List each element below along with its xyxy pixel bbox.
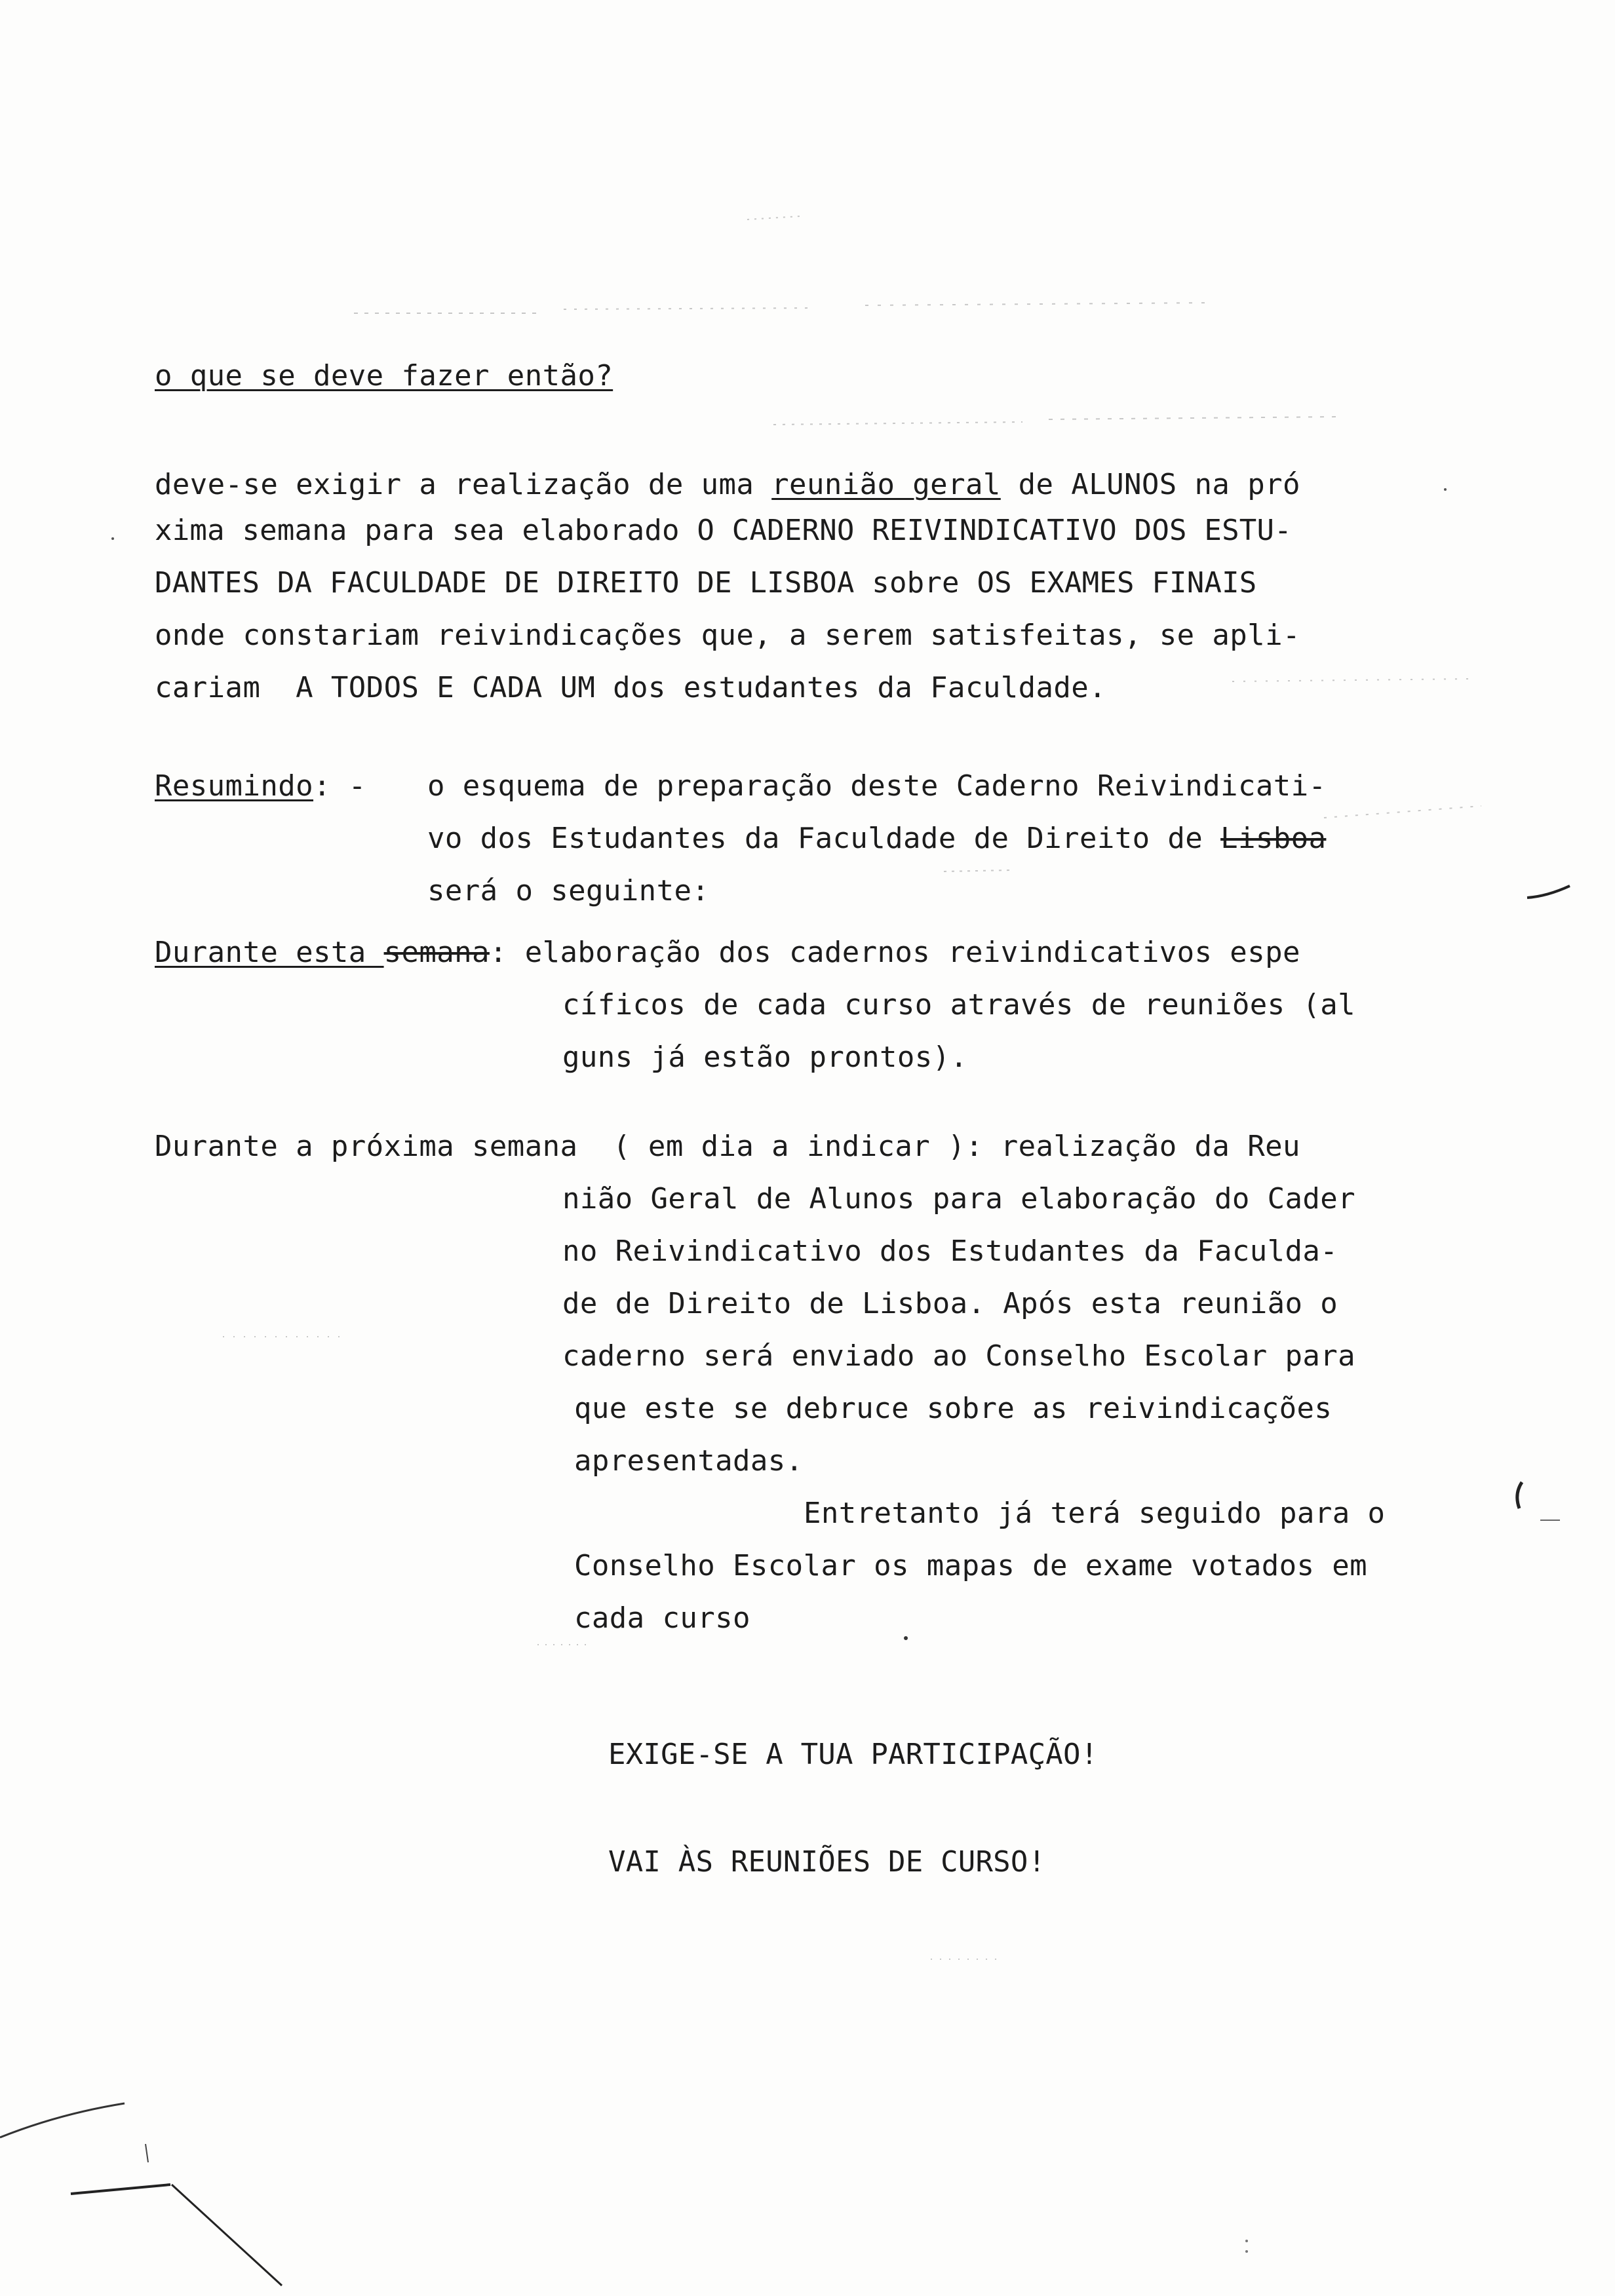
esta-semana-line-3: guns já estão prontos).: [562, 1041, 968, 1074]
esta-semana-line-2: cíficos de cada curso através de reuniões (al: [562, 988, 1356, 1022]
paragraph-1-line-2: xima semana para sea elaborado O CADERNO REIVINDICATIVO DOS ESTU-: [155, 514, 1292, 547]
proxima-semana-line-4: de de Direito de Lisboa. Após esta reunião o: [562, 1287, 1338, 1320]
resumindo-line-1: o esquema de preparação deste Caderno Reivindicati-: [427, 769, 1327, 803]
paragraph-1-line-5: cariam A TODOS E CADA UM dos estudantes da Faculdade.: [155, 671, 1107, 704]
paragraph-1-text-c: de ALUNOS na pró: [1000, 468, 1300, 501]
slogan-participacao: EXIGE-SE A TUA PARTICIPAÇÃO!: [608, 1738, 1099, 1771]
proxima-semana-line-10: cada curso: [574, 1601, 750, 1635]
reuniao-geral-underlined: reunião geral: [771, 468, 1001, 501]
resumindo-line-2-text: vo dos Estudantes da Faculdade de Direito de: [427, 822, 1221, 855]
esta-semana-line-1: elaboração dos cadernos reivindicativos espe: [507, 936, 1300, 969]
resumindo-label-line: [155, 768, 366, 805]
proxima-semana-line-3: no Reivindicativo dos Estudantes da Faculda-: [562, 1234, 1338, 1268]
semana-struck: semana: [383, 936, 490, 969]
esta-semana-label: Durante esta: [155, 936, 384, 969]
resumindo-separator: : -: [313, 769, 366, 803]
proxima-semana-line-8: Entretanto já terá seguido para o: [804, 1497, 1386, 1530]
esta-semana-label-line: [155, 934, 1300, 971]
resumindo-line-3: será o seguinte:: [427, 874, 710, 908]
paragraph-1-line-3: DANTES DA FACULDADE DE DIREITO DE LISBOA sobre OS EXAMES FINAIS: [155, 566, 1257, 600]
proxima-semana-line-7: apresentadas.: [574, 1444, 804, 1478]
proxima-semana-line-2: nião Geral de Alunos para elaboração do Cader: [562, 1182, 1356, 1215]
esta-semana-sep: :: [489, 936, 507, 969]
paragraph-1-text-a: deve-se exigir a realização de uma: [155, 468, 772, 501]
slogan-reunioes: VAI ÀS REUNIÕES DE CURSO!: [608, 1845, 1046, 1879]
lisboa-struck: Lisboa: [1220, 822, 1327, 855]
proxima-semana-line-6: que este se debruce sobre as reivindicações: [574, 1392, 1333, 1425]
resumindo-line-2: [427, 820, 1326, 857]
proxima-semana-line-1: Durante a próxima semana ( em dia a indicar ): realização da Reu: [155, 1130, 1300, 1163]
proxima-semana-line-9: Conselho Escolar os mapas de exame votados em: [574, 1549, 1368, 1582]
resumindo-label: Resumindo: [155, 769, 314, 803]
paragraph-1-line-1: [155, 467, 1300, 503]
paragraph-1-line-4: onde constariam reivindicações que, a serem satisfeitas, se apli-: [155, 619, 1300, 652]
page-heading: o que se deve fazer então?: [155, 359, 613, 392]
proxima-semana-line-5: caderno será enviado ao Conselho Escolar para: [562, 1339, 1356, 1373]
